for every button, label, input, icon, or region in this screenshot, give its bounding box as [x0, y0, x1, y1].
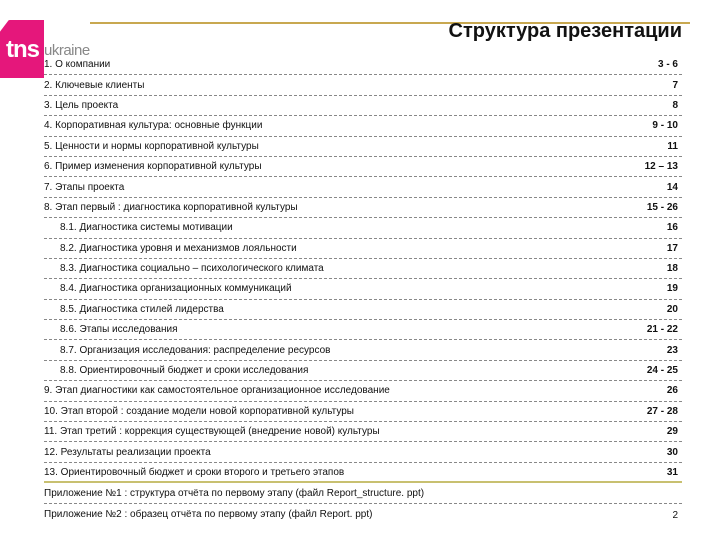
- toc-pages: 14: [666, 181, 678, 193]
- table-of-contents: [44, 55, 682, 525]
- toc-pages: 7: [672, 79, 678, 91]
- toc-label: 8.1. Диагностика системы мотивации: [60, 222, 233, 234]
- toc-row: [44, 198, 682, 218]
- toc-label: 8.4. Диагностика организационных коммуникаций: [60, 283, 292, 295]
- toc-row: [44, 96, 682, 116]
- toc-row: [44, 340, 682, 360]
- toc-pages: 8: [672, 99, 678, 111]
- toc-label: 8.8. Ориентировочный бюджет и сроки исследования: [60, 365, 309, 377]
- logo-brand: tns: [6, 36, 39, 63]
- logo-region: ukraine: [44, 42, 90, 59]
- toc-row: [44, 239, 682, 259]
- toc-pages: 26: [666, 385, 678, 397]
- toc-pages: 27 - 28: [646, 405, 678, 417]
- toc-pages: 30: [666, 446, 678, 458]
- toc-row: [44, 55, 682, 75]
- toc-label: 1. О компании: [44, 59, 111, 71]
- page-number: 2: [672, 510, 678, 521]
- appendix-item: [44, 504, 682, 525]
- appendix-label: Приложение №1 : структура отчёта по первому этапу (файл Report_structure. ppt): [44, 487, 425, 499]
- toc-label: 13. Ориентировочный бюджет и сроки второго и третьего этапов: [44, 466, 345, 478]
- toc-label: 4. Корпоративная культура: основные функции: [44, 120, 263, 132]
- toc-label: 6. Пример изменения корпоративной культуры: [44, 161, 262, 173]
- toc-row: [44, 442, 682, 462]
- toc-pages: 3 - 6: [657, 59, 678, 71]
- toc-label: 8.6. Этапы исследования: [60, 324, 178, 336]
- toc-row: [44, 422, 682, 442]
- toc-row: [44, 259, 682, 279]
- toc-label: 2. Ключевые клиенты: [44, 79, 145, 91]
- toc-row: [44, 463, 682, 483]
- toc-pages: 16: [666, 222, 678, 234]
- toc-row: [44, 300, 682, 320]
- toc-label: 9. Этап диагностики как самостоятельное организационное исследование: [44, 385, 390, 397]
- toc-label: 7. Этапы проекта: [44, 181, 125, 193]
- toc-pages: 29: [666, 426, 678, 438]
- toc-label: 8.3. Диагностика социально – психологического климата: [60, 263, 324, 275]
- toc-row: [44, 116, 682, 136]
- toc-row: [44, 157, 682, 177]
- appendix-label: Приложение №2 : образец отчёта по первому этапу (файл Report. ppt): [44, 509, 373, 521]
- toc-row: [44, 320, 682, 340]
- toc-pages: 23: [666, 344, 678, 356]
- toc-label: 8.2. Диагностика уровня и механизмов лояльности: [60, 242, 297, 254]
- toc-label: 11. Этап третий : коррекция существующей (внедрение новой) культуры: [44, 426, 380, 438]
- toc-row: [44, 177, 682, 197]
- toc-pages: 21 - 22: [646, 324, 678, 336]
- toc-label: 3. Цель проекта: [44, 99, 119, 111]
- toc-label: 12. Результаты реализации проекта: [44, 446, 211, 458]
- toc-label: 5. Ценности и нормы корпоративной культуры: [44, 140, 259, 152]
- toc-pages: 17: [666, 242, 678, 254]
- toc-row: [44, 75, 682, 95]
- page-title: Структура презентации: [448, 20, 682, 42]
- toc-pages: 15 - 26: [646, 201, 678, 213]
- toc-label: 8.5. Диагностика стилей лидерства: [60, 303, 224, 315]
- toc-row: [44, 402, 682, 422]
- toc-row: [44, 137, 682, 157]
- toc-label: 8.7. Организация исследования: распределение ресурсов: [60, 344, 331, 356]
- toc-row: [44, 381, 682, 401]
- toc-pages: 12 – 13: [644, 161, 678, 173]
- toc-pages: 20: [666, 303, 678, 315]
- toc-pages: 9 - 10: [652, 120, 678, 132]
- toc-pages: 24 - 25: [646, 365, 678, 377]
- toc-pages: 19: [666, 283, 678, 295]
- toc-pages: 11: [667, 140, 678, 152]
- toc-pages: 18: [666, 263, 678, 275]
- toc-row: [44, 361, 682, 381]
- toc-pages: 31: [666, 466, 678, 478]
- toc-row: [44, 218, 682, 238]
- toc-row: [44, 279, 682, 299]
- appendix-item: [44, 483, 682, 504]
- toc-label: 10. Этап второй : создание модели новой корпоративной культуры: [44, 405, 354, 417]
- toc-label: 8. Этап первый : диагностика корпоративной культуры: [44, 201, 298, 213]
